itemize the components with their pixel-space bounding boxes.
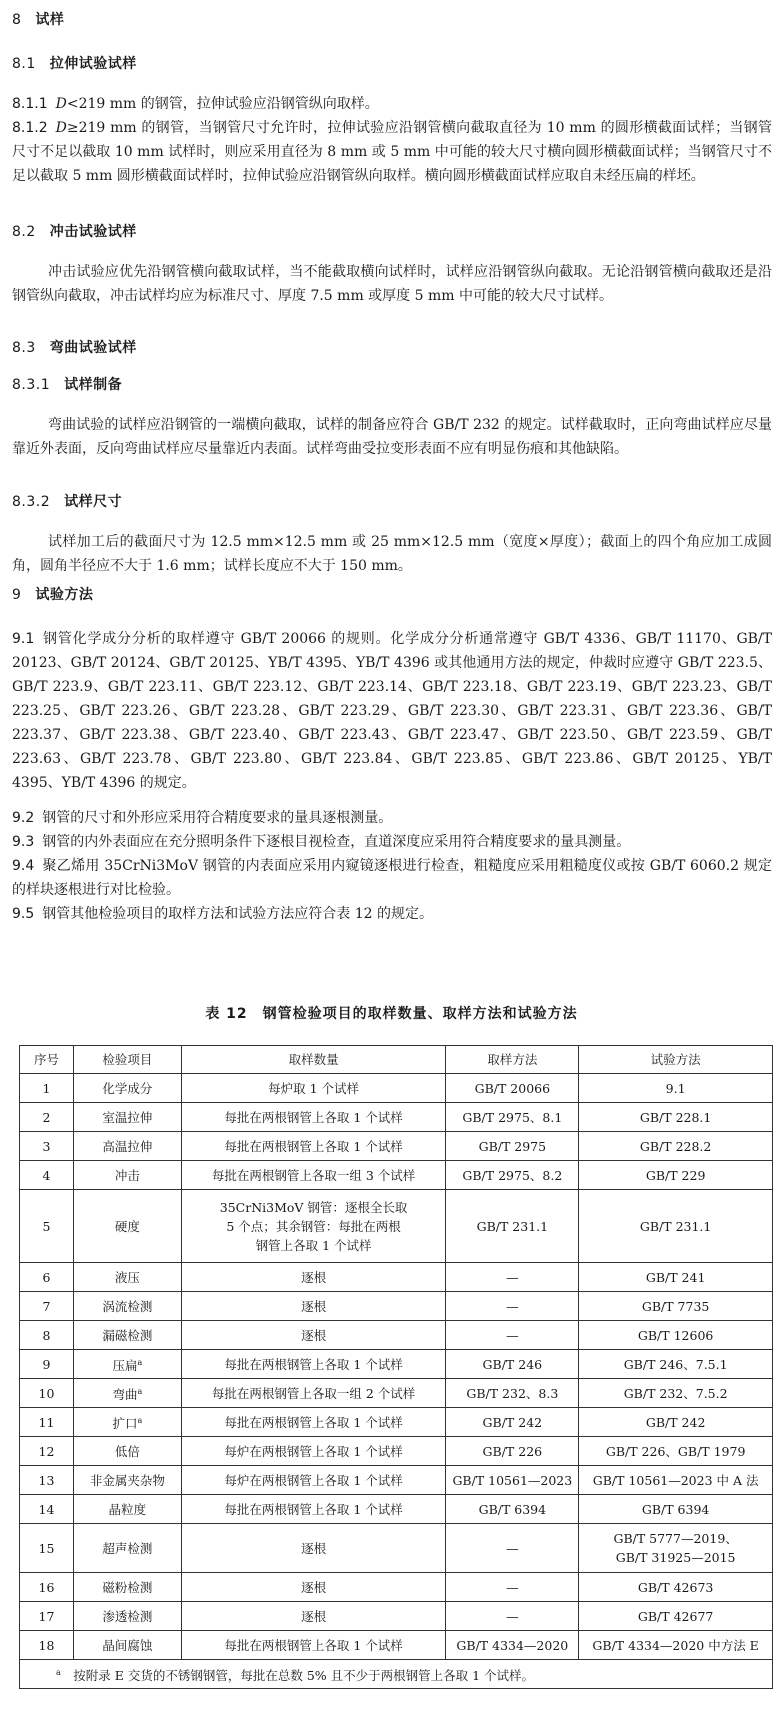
cell-sampling: — xyxy=(446,1573,579,1602)
clause-9-1: 9.1 钢管化学成分分析的取样遵守 GB/T 20066 的规则。化学成分分析通常遵守 GB/T 4336、GB/T 11170、GB/T 20123、GB/T 20124、GB/T 20125、YB/T 4395、YB/T 4396 或其他通用方法的规定，仲裁时应遵守 GB/T 223.5、GB/T 223.9、GB/T 223.11、GB/T 223.12、GB/T 223.14、GB/T 223.18、GB/T 223.19、GB/T 223.23、GB/T 223.25、GB/T 223.26、GB/T 223.28、GB/T 223.29、GB/T 223.30、GB/T 223.31、GB/T 223.36、GB/T 223.37、GB/T 223.38、GB/T 223.40、GB/T 223.43、GB/T 223.47、GB/T 223.50、GB/T 223.59、GB/T 223.63、GB/T 223.78、GB/T 223.80、GB/T 223.84、GB/T 223.85、GB/T 223.86、GB/T 20125、YB/T 4395、YB/T 4396 的规定。 xyxy=(12,631,772,791)
clause-9-3: 9.3 钢管的内外表面应在充分照明条件下逐根目视检查，直道深度应采用符合精度要求的量具测量。 xyxy=(12,834,631,850)
table-row xyxy=(20,1602,773,1631)
cell-quantity: 每批在两根钢管上各取 1 个试样 xyxy=(181,1631,446,1660)
cell-item xyxy=(73,1350,181,1379)
cell-no: 5 xyxy=(20,1190,74,1263)
table-footnote xyxy=(20,1660,773,1689)
cell-no: 18 xyxy=(20,1631,74,1660)
cell-method: GB/T 226、GB/T 1979 xyxy=(579,1437,773,1466)
cell-no: 9 xyxy=(20,1350,74,1379)
table-row xyxy=(20,1132,773,1161)
cell-method: GB/T 10561—2023 中 A 法 xyxy=(579,1466,773,1495)
cell-quantity-line: 钢管上各取 1 个试样 xyxy=(255,1237,372,1253)
cell-quantity-line: 5 个点；其余钢管：每批在两根 xyxy=(226,1218,401,1234)
col-header-sampling: 取样方法 xyxy=(446,1046,579,1074)
cell-method: GB/T 241 xyxy=(579,1263,773,1292)
cell-sampling: — xyxy=(446,1321,579,1350)
cell-quantity: 逐根 xyxy=(181,1321,446,1350)
cell-no: 13 xyxy=(20,1466,74,1495)
cell-sampling: GB/T 2975、8.2 xyxy=(446,1161,579,1190)
cell-quantity: 每炉在两根钢管上各取 1 个试样 xyxy=(181,1466,446,1495)
col-header-item: 检验项目 xyxy=(73,1046,181,1074)
cell-method: GB/T 42677 xyxy=(579,1602,773,1631)
cell-item: 晶间腐蚀 xyxy=(73,1631,181,1660)
cell-no: 16 xyxy=(20,1573,74,1602)
cell-quantity: 每批在两根钢管上各取一组 2 个试样 xyxy=(181,1379,446,1408)
cell-no: 7 xyxy=(20,1292,74,1321)
cell-quantity: 逐根 xyxy=(181,1263,446,1292)
col-header-quantity: 取样数量 xyxy=(181,1046,446,1074)
cell-method xyxy=(579,1524,773,1573)
cell-sampling: GB/T 6394 xyxy=(446,1495,579,1524)
cell-method: GB/T 228.2 xyxy=(579,1132,773,1161)
cell-sampling: GB/T 4334—2020 xyxy=(446,1631,579,1660)
footnote-mark: a xyxy=(137,1386,143,1396)
section-8-2-heading: 8.2 冲击试验试样 xyxy=(12,224,137,240)
cell-method: GB/T 246、7.5.1 xyxy=(579,1350,773,1379)
cell-sampling: GB/T 2975、8.1 xyxy=(446,1103,579,1132)
table-row xyxy=(20,1379,773,1408)
table-row xyxy=(20,1524,773,1573)
cell-no: 4 xyxy=(20,1161,74,1190)
footnote-mark: a xyxy=(137,1415,143,1425)
cell-item: 磁粉检测 xyxy=(73,1573,181,1602)
cell-item-label: 压扁 xyxy=(112,1358,138,1374)
table-row xyxy=(20,1321,773,1350)
clause-9-4: 9.4 聚乙烯用 35CrNi3MoV 钢管的内表面应采用内窥镜逐根进行检查，粗糙度应采用粗糙度仪或按 GB/T 6060.2 规定的样块逐根进行对比检验。 xyxy=(12,858,772,898)
cell-method: GB/T 242 xyxy=(579,1408,773,1437)
table-row xyxy=(20,1437,773,1466)
table-12-caption: 表 12 钢管检验项目的取样数量、取样方法和试验方法 xyxy=(205,1006,578,1022)
cell-no: 11 xyxy=(20,1408,74,1437)
col-header-method: 试验方法 xyxy=(579,1046,773,1074)
cell-method: GB/T 232、7.5.2 xyxy=(579,1379,773,1408)
cell-quantity: 逐根 xyxy=(181,1292,446,1321)
table-row xyxy=(20,1263,773,1292)
table-row xyxy=(20,1103,773,1132)
cell-item: 硬度 xyxy=(73,1190,181,1263)
cell-item xyxy=(73,1379,181,1408)
cell-item: 室温拉伸 xyxy=(73,1103,181,1132)
cell-item: 非金属夹杂物 xyxy=(73,1466,181,1495)
clause-9-5: 9.5 钢管其他检验项目的取样方法和试验方法应符合表 12 的规定。 xyxy=(12,906,433,922)
clause-8-1-2: 8.1.2 D≥219 mm 的钢管，当钢管尺寸允许时，拉伸试验应沿钢管横向截取直径为 10 mm 的圆形横截面试样；当钢管尺寸不足以截取 10 mm 试样时，则应采用直径为 8 mm 或 5 mm 中可能的较大尺寸横向圆形横截面试样；当钢管尺寸不足以截取 5 mm 圆形横截面试样时，拉伸试验应沿钢管纵向取样。横向圆形横截面试样应取自未经压扁的样坯。 xyxy=(12,120,772,184)
cell-item: 冲击 xyxy=(73,1161,181,1190)
cell-method: GB/T 229 xyxy=(579,1161,773,1190)
footnote-mark: a xyxy=(137,1357,143,1367)
cell-method: GB/T 42673 xyxy=(579,1573,773,1602)
cell-sampling: — xyxy=(446,1602,579,1631)
cell-quantity xyxy=(181,1190,446,1263)
cell-quantity-line: 35CrNi3MoV 钢管：逐根全长取 xyxy=(219,1199,408,1215)
table-footnote-row xyxy=(20,1660,773,1689)
clause-8-3-2-text: 试样加工后的截面尺寸为 12.5 mm×12.5 mm 或 25 mm×12.5 mm（宽度×厚度）；截面上的四个角应加工成圆角，圆角半径应不大于 1.6 mm；试样长度应不大于 150 mm。 xyxy=(12,534,772,574)
section-8-3-1-heading: 8.3.1 试样制备 xyxy=(12,377,123,393)
clause-8-3-1-text: 弯曲试验的试样应沿钢管的一端横向截取，试样的制备应符合 GB/T 232 的规定。试样截取时，正向弯曲试样应尽量靠近外表面，反向弯曲试样应尽量靠近内表面。试样弯曲受拉变形表面不应有明显伤痕和其他缺陷。 xyxy=(12,417,772,457)
cell-quantity: 逐根 xyxy=(181,1602,446,1631)
cell-quantity: 每炉取 1 个试样 xyxy=(181,1074,446,1103)
cell-quantity: 每批在两根钢管上各取 1 个试样 xyxy=(181,1132,446,1161)
cell-item: 漏磁检测 xyxy=(73,1321,181,1350)
cell-sampling: GB/T 232、8.3 xyxy=(446,1379,579,1408)
cell-sampling: GB/T 2975 xyxy=(446,1132,579,1161)
cell-item-label: 弯曲 xyxy=(112,1387,138,1403)
cell-no: 15 xyxy=(20,1524,74,1573)
table-row xyxy=(20,1161,773,1190)
cell-sampling: GB/T 231.1 xyxy=(446,1190,579,1263)
cell-method: GB/T 231.1 xyxy=(579,1190,773,1263)
table-row xyxy=(20,1631,773,1660)
table-row xyxy=(20,1573,773,1602)
section-8-3-heading: 8.3 弯曲试验试样 xyxy=(12,340,137,356)
cell-no: 3 xyxy=(20,1132,74,1161)
table-row xyxy=(20,1190,773,1263)
table-row xyxy=(20,1074,773,1103)
cell-no: 1 xyxy=(20,1074,74,1103)
cell-no: 8 xyxy=(20,1321,74,1350)
cell-item: 化学成分 xyxy=(73,1074,181,1103)
clause-8-1-1: 8.1.1 D<219 mm 的钢管，拉伸试验应沿钢管纵向取样。 xyxy=(12,96,379,112)
cell-item-label: 扩口 xyxy=(112,1416,138,1432)
cell-item: 液压 xyxy=(73,1263,181,1292)
cell-quantity: 每批在两根钢管上各取一组 3 个试样 xyxy=(181,1161,446,1190)
cell-quantity: 每批在两根钢管上各取 1 个试样 xyxy=(181,1495,446,1524)
cell-method: GB/T 228.1 xyxy=(579,1103,773,1132)
cell-sampling: GB/T 226 xyxy=(446,1437,579,1466)
table-row xyxy=(20,1292,773,1321)
section-8-1-heading: 8.1 拉伸试验试样 xyxy=(12,56,137,72)
clause-8-2-text: 冲击试验应优先沿钢管横向截取试样，当不能截取横向试样时，试样应沿钢管纵向截取。无论沿钢管横向截取还是沿钢管纵向截取，冲击试样均应为标准尺寸、厚度 7.5 mm 或厚度 5 mm 中可能的较大尺寸试样。 xyxy=(12,264,772,304)
cell-item: 渗透检测 xyxy=(73,1602,181,1631)
table-row xyxy=(20,1495,773,1524)
table-row xyxy=(20,1466,773,1495)
clause-9-2: 9.2 钢管的尺寸和外形应采用符合精度要求的量具逐根测量。 xyxy=(12,810,393,826)
table-row xyxy=(20,1350,773,1379)
cell-method: GB/T 7735 xyxy=(579,1292,773,1321)
col-header-no: 序号 xyxy=(20,1046,74,1074)
table-row xyxy=(20,1408,773,1437)
cell-method-line: GB/T 31925—2015 xyxy=(615,1550,736,1565)
cell-item: 低倍 xyxy=(73,1437,181,1466)
cell-quantity: 每炉在两根钢管上各取 1 个试样 xyxy=(181,1437,446,1466)
cell-quantity: 每批在两根钢管上各取 1 个试样 xyxy=(181,1408,446,1437)
cell-method: GB/T 12606 xyxy=(579,1321,773,1350)
cell-item: 晶粒度 xyxy=(73,1495,181,1524)
cell-no: 6 xyxy=(20,1263,74,1292)
cell-no: 14 xyxy=(20,1495,74,1524)
table-header-row xyxy=(20,1046,773,1074)
cell-quantity: 逐根 xyxy=(181,1524,446,1573)
cell-item: 高温拉伸 xyxy=(73,1132,181,1161)
cell-sampling: — xyxy=(446,1524,579,1573)
footnote-text: 按附录 E 交货的不锈钢钢管，每批在总数 5% 且不少于两根钢管上各取 1 个试样。 xyxy=(73,1668,535,1684)
cell-item: 涡流检测 xyxy=(73,1292,181,1321)
cell-sampling: — xyxy=(446,1292,579,1321)
cell-quantity: 每批在两根钢管上各取 1 个试样 xyxy=(181,1350,446,1379)
cell-method: GB/T 4334—2020 中方法 E xyxy=(579,1631,773,1660)
cell-no: 17 xyxy=(20,1602,74,1631)
cell-method: GB/T 6394 xyxy=(579,1495,773,1524)
cell-no: 12 xyxy=(20,1437,74,1466)
cell-sampling: GB/T 246 xyxy=(446,1350,579,1379)
section-8-heading: 8 试样 xyxy=(12,12,65,28)
cell-method-line: GB/T 5777—2019、 xyxy=(613,1531,738,1546)
table-12 xyxy=(19,1045,773,1689)
footnote-mark: a xyxy=(56,1667,61,1677)
cell-no: 10 xyxy=(20,1379,74,1408)
section-8-3-2-heading: 8.3.2 试样尺寸 xyxy=(12,494,123,510)
section-9-heading: 9 试验方法 xyxy=(12,587,94,603)
cell-sampling: GB/T 242 xyxy=(446,1408,579,1437)
cell-item xyxy=(73,1408,181,1437)
cell-item: 超声检测 xyxy=(73,1524,181,1573)
cell-sampling: GB/T 10561—2023 xyxy=(446,1466,579,1495)
cell-quantity: 逐根 xyxy=(181,1573,446,1602)
cell-method: 9.1 xyxy=(579,1074,773,1103)
cell-sampling: — xyxy=(446,1263,579,1292)
cell-sampling: GB/T 20066 xyxy=(446,1074,579,1103)
cell-no: 2 xyxy=(20,1103,74,1132)
cell-quantity: 每批在两根钢管上各取 1 个试样 xyxy=(181,1103,446,1132)
